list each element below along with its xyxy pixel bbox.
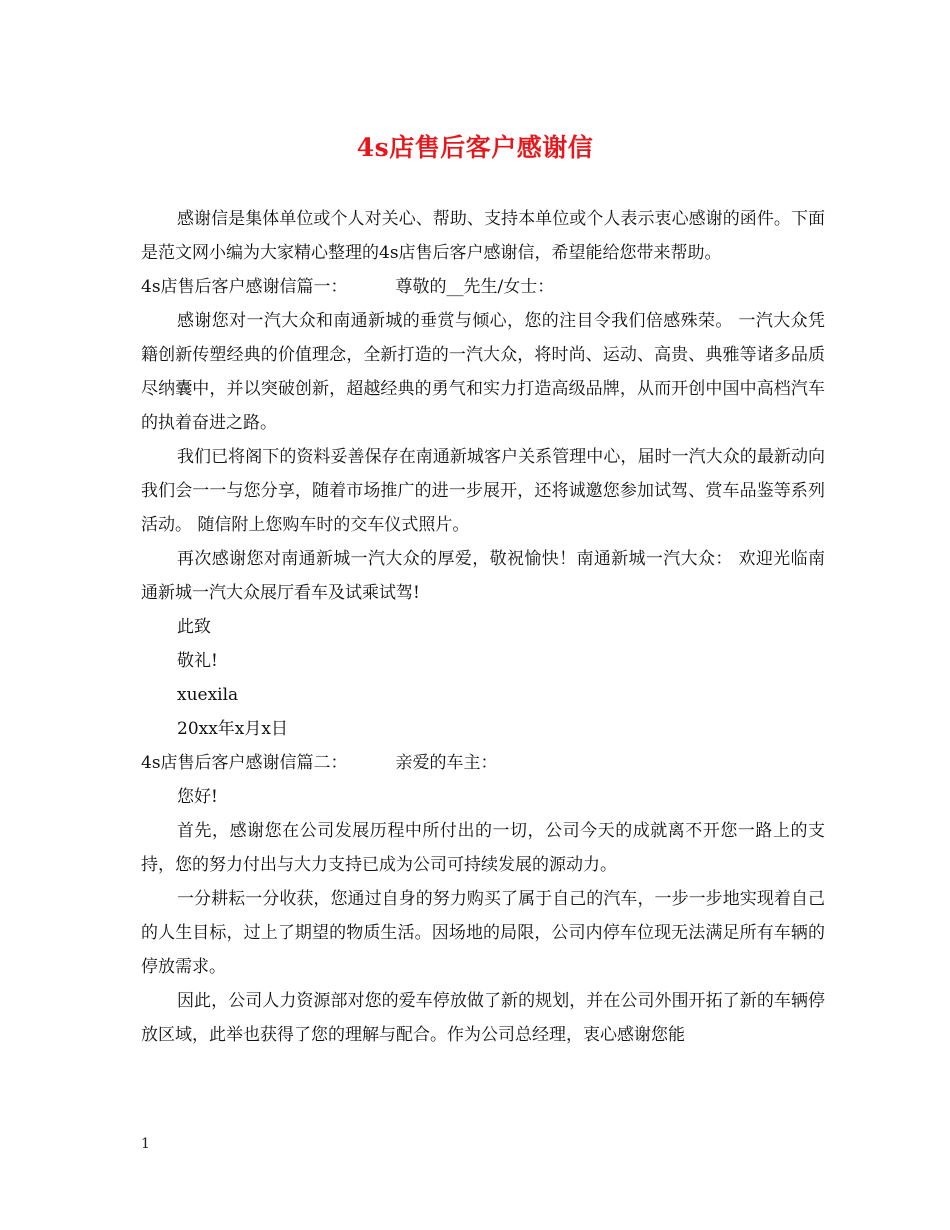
- document-title: 4s店售后客户感谢信: [356, 133, 594, 162]
- part2-paragraph-2: 一分耕耘一分收获，您通过自身的努力购买了属于自己的汽车，一步一步地实现着自己的人生目标，过上了期望的物质生活。因场地的局限，公司内停车位现无法满足所有车辆的停放需求。: [141, 889, 825, 977]
- part1-signature: xuexila: [177, 685, 239, 705]
- part2-paragraph-3: 因此，公司人力资源部对您的爱车停放做了新的规划，并在公司外围开拓了新的车辆停放区域，此举也获得了您的理解与配合。作为公司总经理，衷心感谢您能: [141, 991, 825, 1045]
- part1-date: 20xx年x月x日: [177, 719, 288, 739]
- part1-paragraph-1: 感谢您对一汽大众和南通新城的垂赏与倾心，您的注目令我们倍感殊荣。 一汽大众凭籍创新传塑经典的价值理念，全新打造的一汽大众，将时尚、运动、高贵、典雅等诸多品质尽纳囊中，并以突破创新，超越经典的勇气和实力打造高级品牌，从而开创中国中高档汽车的执着奋进之路。: [141, 311, 825, 433]
- part1-heading: 4s店售后客户感谢信篇一：: [141, 277, 348, 297]
- part1-closing-1: 此致: [177, 617, 211, 637]
- part2-paragraph-1: 首先，感谢您在公司发展历程中所付出的一切，公司今天的成就离不开您一路上的支持，您的努力付出与大力支持已成为公司可持续发展的源动力。: [141, 821, 825, 875]
- document-body: [141, 202, 825, 1052]
- part1-heading-line: [141, 270, 825, 304]
- part1-paragraph-2: 我们已将阁下的资料妥善保存在南通新城客户关系管理中心，届时一汽大众的最新动向我们会一一与您分享，随着市场推广的进一步展开，还将诚邀您参加试驾、赏车品鉴等系列活动。 随信附上您购车时的交车仪式照片。: [141, 447, 825, 535]
- part1-salutation: 尊敬的__先生/女士：: [395, 277, 555, 297]
- part2-heading-line: [141, 746, 825, 780]
- intro-paragraph: 感谢信是集体单位或个人对关心、帮助、支持本单位或个人表示衷心感谢的函件。下面是范文网小编为大家精心整理的4s店售后客户感谢信，希望能给您带来帮助。: [141, 209, 825, 263]
- part2-heading: 4s店售后客户感谢信篇二：: [141, 753, 348, 773]
- part2-greeting: 您好!: [177, 787, 218, 807]
- part1-closing-2: 敬礼!: [177, 651, 218, 671]
- part1-paragraph-3: 再次感谢您对南通新城一汽大众的厚爱，敬祝愉快！南通新城一汽大众： 欢迎光临南通新城一汽大众展厅看车及试乘试驾!: [141, 549, 825, 603]
- page-number: 1: [141, 1136, 150, 1152]
- part2-salutation: 亲爱的车主：: [395, 753, 498, 773]
